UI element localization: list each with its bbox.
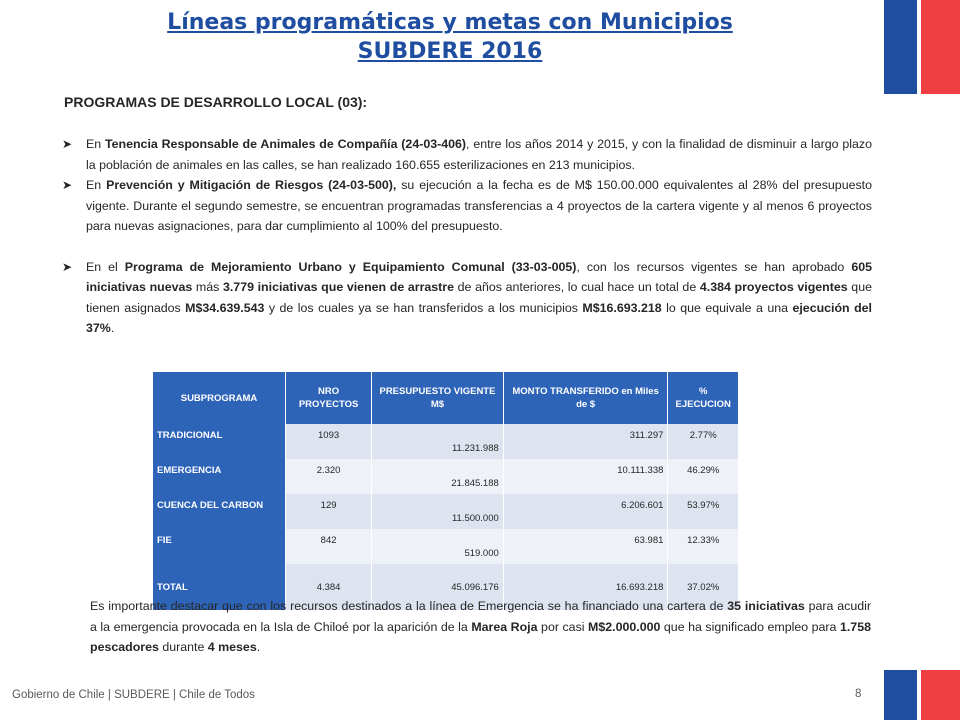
cell-presupuesto: 11.231.988 xyxy=(372,424,504,459)
page-title xyxy=(60,8,840,66)
arrow-bullet-icon: ➤ xyxy=(62,137,73,151)
cell-total-monto: 16.693.218 xyxy=(503,564,668,610)
flag-decoration-top xyxy=(884,0,960,94)
cell-ejecucion: 2.77% xyxy=(668,424,739,459)
cell-ejecucion: 46.29% xyxy=(668,459,739,494)
cell-total-presupuesto: 45.096.176 xyxy=(372,564,504,610)
cell-monto: 311.297 xyxy=(503,424,668,459)
cell-presupuesto: 519.000 xyxy=(372,529,504,564)
table-row xyxy=(153,529,739,564)
table-header-row xyxy=(153,372,739,424)
bullet-item-pmu: ➤ En el Programa de Mejoramiento Urbano y Equipamiento Comunal (33-03-005), con los recursos vigentes se han aprobado 605 iniciativas nuevas más 3.779 iniciativas que vienen de arrastre de años anteriores, lo cual hace un total de 4.384 proyectos vigentes que tienen asignados M$34.639.543 y de los cuales ya se han transferidos a los municipios M$16.693.218 lo que equivale a una ejecución del 37%. xyxy=(62,257,872,339)
cell-subprograma: FIE xyxy=(153,529,286,564)
cell-ejecucion: 12.33% xyxy=(668,529,739,564)
cell-nro: 129 xyxy=(286,494,372,529)
cell-ejecucion: 53.97% xyxy=(668,494,739,529)
cell-monto: 6.206.601 xyxy=(503,494,668,529)
cell-total-nro: 4.384 xyxy=(286,564,372,610)
cell-nro: 2.320 xyxy=(286,459,372,494)
closing-paragraph: Es importante destacar que con los recursos destinados a la línea de Emergencia se ha financiado una cartera de 35 iniciativas para acudir a la emergencia provocada en la Isla de Chiloé por la aparición de la Marea Roja por casi M$2.000.000 que ha significado empleo para 1.758 pescadores durante 4 meses. xyxy=(90,599,872,654)
cell-presupuesto: 11.500.000 xyxy=(372,494,504,529)
cell-presupuesto: 21.845.188 xyxy=(372,459,504,494)
header-nro-proyectos: NRO PROYECTOS xyxy=(286,372,372,424)
bullet-list xyxy=(62,134,872,339)
cell-total-label: TOTAL xyxy=(153,564,286,610)
table-row xyxy=(153,494,739,529)
cell-subprograma: TRADICIONAL xyxy=(153,424,286,459)
section-heading: PROGRAMAS DE DESARROLLO LOCAL (03): xyxy=(64,94,368,110)
flag-decoration-bottom xyxy=(884,670,960,720)
header-presupuesto: PRESUPUESTO VIGENTE M$ xyxy=(372,372,504,424)
table-row xyxy=(153,424,739,459)
cell-monto: 10.111.338 xyxy=(503,459,668,494)
header-ejecucion: % EJECUCION xyxy=(668,372,739,424)
flag-red-stripe xyxy=(921,0,960,94)
flag-blue-stripe xyxy=(884,670,917,720)
cell-monto: 63.981 xyxy=(503,529,668,564)
cell-nro: 1093 xyxy=(286,424,372,459)
cell-nro: 842 xyxy=(286,529,372,564)
flag-red-stripe xyxy=(921,670,960,720)
title-line-2: SUBDERE 2016 xyxy=(357,39,543,64)
flag-blue-stripe xyxy=(884,0,917,94)
title-line-1: Líneas programáticas y metas con Municipios xyxy=(167,10,733,35)
arrow-bullet-icon: ➤ xyxy=(62,259,73,274)
table-row xyxy=(153,459,739,494)
cell-subprograma: EMERGENCIA xyxy=(153,459,286,494)
bullet-item-riesgos: ➤ En Prevención y Mitigación de Riesgos (24-03-500), su ejecución a la fecha es de M$ 150.00.000 equivalentes al 28% del presupuesto vigente. Durante el segundo semestre, se encuentran programadas transferencias a 4 proyectos de la cartera vigente y al menos 6 proyectos para nuevas asignaciones, para dar cumplimiento al 100% del presupuesto. xyxy=(62,175,872,237)
arrow-bullet-icon: ➤ xyxy=(62,178,73,192)
cell-subprograma: CUENCA DEL CARBON xyxy=(153,494,286,529)
header-subprograma: SUBPROGRAMA xyxy=(153,372,286,424)
subprogram-table xyxy=(153,372,739,610)
footer-text: Gobierno de Chile | SUBDERE | Chile de Todos xyxy=(12,689,255,701)
page-number: 8 xyxy=(855,688,862,700)
cell-total-ejecucion: 37.02% xyxy=(668,564,739,610)
bullet-item-animales: ➤ En Tenencia Responsable de Animales de Compañía (24-03-406), entre los años 2014 y 2015, y con la finalidad de disminuir a largo plazo la población de animales en las calles, se han realizado 160.655 esterilizaciones en 213 municipios. xyxy=(62,134,872,175)
header-monto: MONTO TRANSFERIDO en Miles de $ xyxy=(503,372,668,424)
